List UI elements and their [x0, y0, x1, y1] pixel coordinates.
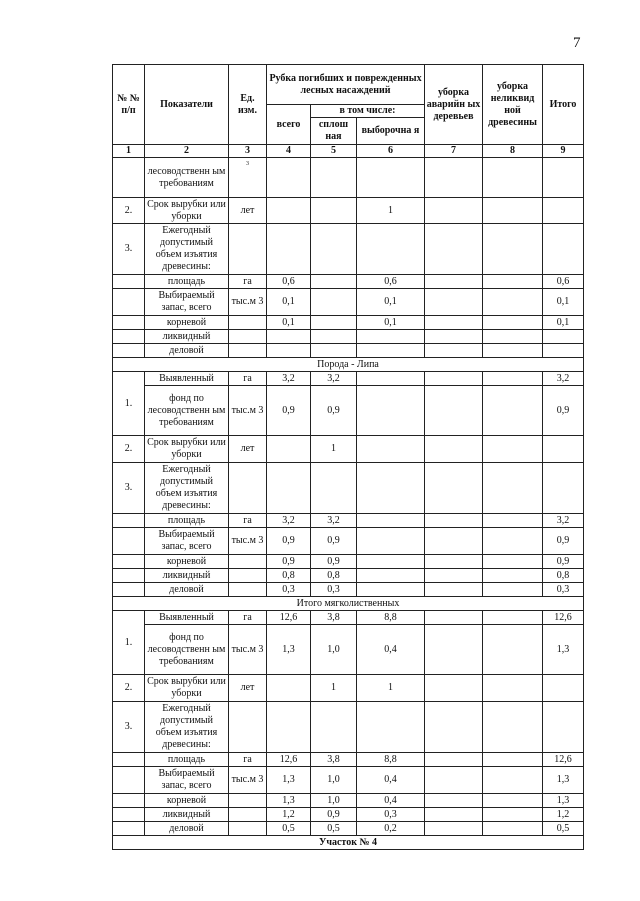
- table-cell: [483, 514, 543, 528]
- table-cell: [113, 528, 145, 555]
- table-cell: 0,1: [267, 316, 311, 330]
- table-row: [113, 198, 584, 224]
- table-cell: 0,4: [357, 625, 425, 675]
- header-including: в том числе:: [311, 105, 425, 118]
- table-cell: 0,3: [267, 583, 311, 597]
- table-cell: [113, 316, 145, 330]
- table-cell: 12,6: [543, 753, 584, 767]
- table-cell: [113, 555, 145, 569]
- header-illiquid: уборка неликвид ной древесины: [483, 65, 543, 145]
- table-cell: [113, 583, 145, 597]
- table-cell: [113, 330, 145, 344]
- table-row: [113, 528, 584, 555]
- table-row: [113, 822, 584, 836]
- table-cell: лесоводственн ым требованиям: [145, 158, 229, 198]
- table-cell: 0,8: [311, 569, 357, 583]
- table-cell: [311, 702, 357, 753]
- table-cell: 3: [229, 145, 267, 158]
- table-row: [113, 436, 584, 463]
- header-indicators: Показатели: [145, 65, 229, 145]
- table-cell: [483, 158, 543, 198]
- table-row: [113, 514, 584, 528]
- section-title-lipa: Порода - Липа: [113, 358, 584, 372]
- table-cell: 8,8: [357, 753, 425, 767]
- table-row: [113, 344, 584, 358]
- section-row: [113, 597, 584, 611]
- section-title-total: Итого мягколиственных: [113, 597, 584, 611]
- table-cell: [311, 198, 357, 224]
- table-cell: [543, 463, 584, 514]
- table-cell: [357, 344, 425, 358]
- header-unit: Ед. изм.: [229, 65, 267, 145]
- table-cell: [543, 436, 584, 463]
- table-cell: 3,2: [543, 372, 584, 386]
- table-cell: [357, 463, 425, 514]
- table-cell: [543, 675, 584, 702]
- table-cell: 1: [311, 436, 357, 463]
- table-cell: [543, 224, 584, 275]
- table-cell: 1,3: [267, 767, 311, 794]
- table-cell: 0,3: [311, 583, 357, 597]
- table-cell: [425, 289, 483, 316]
- table-row: [113, 289, 584, 316]
- table-cell: лет: [229, 675, 267, 702]
- table-cell: [425, 514, 483, 528]
- table-row: [113, 753, 584, 767]
- table-cell: 0,9: [311, 386, 357, 436]
- table-cell: деловой: [145, 344, 229, 358]
- table-cell: лет: [229, 436, 267, 463]
- table-cell: 1,3: [543, 767, 584, 794]
- column-number-row: [113, 145, 584, 158]
- table-cell: 7: [425, 145, 483, 158]
- table-row: [113, 316, 584, 330]
- table-cell: 12,6: [543, 611, 584, 625]
- table-cell: [483, 808, 543, 822]
- table-cell: 12,6: [267, 753, 311, 767]
- table-cell: 0,9: [267, 528, 311, 555]
- table-cell: [311, 330, 357, 344]
- table-row: [113, 794, 584, 808]
- table-row: [113, 275, 584, 289]
- table-cell: Ежегодный допустимый объем изъятия древесины:: [145, 702, 229, 753]
- table-cell: [425, 528, 483, 555]
- table-cell: 2.: [113, 436, 145, 463]
- section-title-next: Участок № 4: [113, 836, 584, 850]
- table-cell: Выявленный: [145, 372, 229, 386]
- table-cell: 1,0: [311, 794, 357, 808]
- table-cell: [483, 386, 543, 436]
- table-cell: [113, 794, 145, 808]
- table-cell: 0,9: [311, 808, 357, 822]
- table-cell: [425, 611, 483, 625]
- table-cell: ликвидный: [145, 808, 229, 822]
- table-cell: 5: [311, 145, 357, 158]
- table-cell: [267, 436, 311, 463]
- table-cell: [483, 316, 543, 330]
- table-cell: [425, 822, 483, 836]
- table-cell: [311, 463, 357, 514]
- table-cell: корневой: [145, 794, 229, 808]
- table-cell: [113, 767, 145, 794]
- table-cell: [229, 316, 267, 330]
- table-cell: [357, 436, 425, 463]
- table-cell: 1,3: [543, 794, 584, 808]
- table-cell: 0,6: [357, 275, 425, 289]
- table-row: [113, 463, 584, 514]
- table-cell: [357, 330, 425, 344]
- table-row: [113, 675, 584, 702]
- table-cell: [425, 344, 483, 358]
- header-num: № № п/п: [113, 65, 145, 145]
- table-cell: [229, 330, 267, 344]
- table-cell: 0,9: [543, 386, 584, 436]
- table-cell: [425, 555, 483, 569]
- table-cell: 0,6: [543, 275, 584, 289]
- table-cell: [543, 198, 584, 224]
- table-cell: площадь: [145, 514, 229, 528]
- table-cell: [267, 158, 311, 198]
- table-cell: 2.: [113, 198, 145, 224]
- table-row: [113, 611, 584, 625]
- table-cell: [267, 463, 311, 514]
- table-cell: [425, 224, 483, 275]
- table-cell: [267, 675, 311, 702]
- table-cell: 1: [357, 675, 425, 702]
- table-cell: [483, 198, 543, 224]
- table-cell: [113, 753, 145, 767]
- table-cell: [425, 198, 483, 224]
- table-cell: деловой: [145, 583, 229, 597]
- table-cell: [425, 372, 483, 386]
- table-cell: Срок вырубки или уборки: [145, 675, 229, 702]
- table-cell: [425, 386, 483, 436]
- table-cell: 0,9: [311, 555, 357, 569]
- table-cell: 3.: [113, 702, 145, 753]
- table-cell: [229, 569, 267, 583]
- table-cell: тыс.м 3: [229, 767, 267, 794]
- table-row: [113, 555, 584, 569]
- table-row: [113, 569, 584, 583]
- table-cell: площадь: [145, 275, 229, 289]
- header-clear: сплош ная: [311, 118, 357, 145]
- table-cell: 3,2: [543, 514, 584, 528]
- table-row: [113, 158, 584, 198]
- table-cell: [483, 611, 543, 625]
- table-cell: [483, 555, 543, 569]
- table-row: [113, 702, 584, 753]
- table-row: [113, 625, 584, 675]
- table-cell: [267, 224, 311, 275]
- table-cell: [483, 528, 543, 555]
- table-cell: [543, 702, 584, 753]
- table-cell: [483, 625, 543, 675]
- table-cell: [113, 569, 145, 583]
- table-cell: [113, 822, 145, 836]
- table-cell: 1,0: [311, 767, 357, 794]
- table-cell: [357, 702, 425, 753]
- header-selective: выборочна я: [357, 118, 425, 145]
- table-cell: [311, 289, 357, 316]
- table-cell: [425, 675, 483, 702]
- header-emergency: уборка аварийн ых деревьев: [425, 65, 483, 145]
- table-cell: [267, 702, 311, 753]
- table-cell: фонд по лесоводственн ым требованиям: [145, 386, 229, 436]
- table-cell: [229, 555, 267, 569]
- table-cell: [425, 463, 483, 514]
- table-cell: 1: [311, 675, 357, 702]
- table-cell: 3,2: [267, 372, 311, 386]
- table-cell: 3,8: [311, 753, 357, 767]
- table-cell: тыс.м 3: [229, 289, 267, 316]
- table-cell: 3,2: [311, 514, 357, 528]
- table-cell: ликвидный: [145, 569, 229, 583]
- page-number: 7: [573, 35, 581, 51]
- table-cell: тыс.м 3: [229, 386, 267, 436]
- table-cell: [357, 224, 425, 275]
- table-cell: [483, 330, 543, 344]
- table-cell: [543, 344, 584, 358]
- table-cell: 2.: [113, 675, 145, 702]
- table-cell: Выбираемый запас, всего: [145, 289, 229, 316]
- table-cell: 3: [229, 158, 267, 198]
- table-cell: [311, 224, 357, 275]
- table-cell: [229, 463, 267, 514]
- table-cell: [357, 583, 425, 597]
- table-row: [113, 386, 584, 436]
- table-cell: 0,8: [543, 569, 584, 583]
- table-cell: площадь: [145, 753, 229, 767]
- table-cell: ликвидный: [145, 330, 229, 344]
- table-cell: [229, 344, 267, 358]
- table-cell: [483, 344, 543, 358]
- table-cell: [483, 675, 543, 702]
- table-cell: 1.: [113, 611, 145, 675]
- table-cell: 0,3: [543, 583, 584, 597]
- table-cell: [229, 808, 267, 822]
- table-cell: [425, 275, 483, 289]
- table-cell: [229, 583, 267, 597]
- table-cell: [267, 330, 311, 344]
- table-cell: 0,1: [543, 289, 584, 316]
- table-cell: [483, 436, 543, 463]
- table-row: [113, 224, 584, 275]
- table-cell: 1,2: [267, 808, 311, 822]
- table-cell: [425, 158, 483, 198]
- table-cell: [425, 583, 483, 597]
- table-cell: [357, 514, 425, 528]
- table-row: [113, 330, 584, 344]
- table-cell: 9: [543, 145, 584, 158]
- table-cell: 1: [113, 145, 145, 158]
- table-cell: 0,9: [543, 555, 584, 569]
- table-cell: [425, 436, 483, 463]
- table-row: [113, 583, 584, 597]
- table-cell: [425, 767, 483, 794]
- table-cell: [483, 569, 543, 583]
- table-cell: [483, 794, 543, 808]
- table-cell: корневой: [145, 555, 229, 569]
- table-cell: [483, 767, 543, 794]
- table-cell: 1.: [113, 372, 145, 436]
- table-cell: [357, 555, 425, 569]
- header-sum: Итого: [543, 65, 584, 145]
- table-cell: [357, 158, 425, 198]
- table-cell: деловой: [145, 822, 229, 836]
- section-row: [113, 836, 584, 850]
- table-cell: тыс.м 3: [229, 625, 267, 675]
- table-cell: 3,8: [311, 611, 357, 625]
- table-cell: [267, 344, 311, 358]
- table-cell: 0,5: [311, 822, 357, 836]
- table-cell: [543, 158, 584, 198]
- table-cell: [311, 275, 357, 289]
- table-cell: [483, 372, 543, 386]
- header-total: всего: [267, 105, 311, 145]
- table-cell: 0,1: [543, 316, 584, 330]
- table-cell: [425, 794, 483, 808]
- table-cell: [113, 158, 145, 198]
- table-cell: га: [229, 611, 267, 625]
- table-cell: [357, 386, 425, 436]
- table-cell: тыс.м 3: [229, 528, 267, 555]
- table-cell: Ежегодный допустимый объем изъятия древесины:: [145, 463, 229, 514]
- table-cell: [483, 463, 543, 514]
- table-cell: 3,2: [311, 372, 357, 386]
- table-row: [113, 372, 584, 386]
- table-cell: [311, 158, 357, 198]
- table-cell: 1,3: [267, 794, 311, 808]
- table-cell: 0,8: [267, 569, 311, 583]
- table-cell: Выбираемый запас, всего: [145, 767, 229, 794]
- table-cell: [113, 275, 145, 289]
- table-cell: [229, 702, 267, 753]
- table-cell: 0,1: [357, 289, 425, 316]
- table-cell: 0,9: [543, 528, 584, 555]
- table-cell: [483, 822, 543, 836]
- table-cell: 0,1: [357, 316, 425, 330]
- table-cell: 0,6: [267, 275, 311, 289]
- table-cell: га: [229, 275, 267, 289]
- table-cell: 3,2: [267, 514, 311, 528]
- table-cell: 6: [357, 145, 425, 158]
- table-cell: 0,9: [267, 386, 311, 436]
- table-cell: 0,3: [357, 808, 425, 822]
- table-cell: [311, 316, 357, 330]
- table-cell: корневой: [145, 316, 229, 330]
- table-cell: Ежегодный допустимый объем изъятия древесины:: [145, 224, 229, 275]
- table-cell: Срок вырубки или уборки: [145, 198, 229, 224]
- table-cell: [113, 514, 145, 528]
- table-row: [113, 767, 584, 794]
- table-cell: лет: [229, 198, 267, 224]
- table-cell: 0,9: [267, 555, 311, 569]
- table-cell: га: [229, 753, 267, 767]
- table-cell: [483, 583, 543, 597]
- table-cell: Выявленный: [145, 611, 229, 625]
- table-cell: [113, 289, 145, 316]
- table-cell: [229, 794, 267, 808]
- table-cell: [357, 569, 425, 583]
- table-cell: [425, 569, 483, 583]
- table-cell: 2: [145, 145, 229, 158]
- table-cell: 0,2: [357, 822, 425, 836]
- table-cell: 0,5: [543, 822, 584, 836]
- header-group-title: Рубка погибших и поврежденных лесных насаждений: [267, 65, 425, 105]
- table-cell: [425, 808, 483, 822]
- table-cell: [229, 822, 267, 836]
- table-cell: 0,9: [311, 528, 357, 555]
- forest-cutting-table: [112, 64, 584, 850]
- table-cell: 1,3: [543, 625, 584, 675]
- table-cell: [357, 372, 425, 386]
- table-cell: фонд по лесоводственн ым требованиям: [145, 625, 229, 675]
- table-cell: [425, 316, 483, 330]
- table-cell: 3.: [113, 224, 145, 275]
- table-cell: [483, 753, 543, 767]
- table-cell: [425, 330, 483, 344]
- table-cell: [113, 344, 145, 358]
- table-cell: [425, 702, 483, 753]
- table-cell: [483, 224, 543, 275]
- table-cell: [425, 753, 483, 767]
- table-cell: 3.: [113, 463, 145, 514]
- table-cell: [267, 198, 311, 224]
- table-row: [113, 808, 584, 822]
- table-cell: 1: [357, 198, 425, 224]
- section-row: [113, 358, 584, 372]
- table-cell: [543, 330, 584, 344]
- table-cell: 8,8: [357, 611, 425, 625]
- table-cell: 4: [267, 145, 311, 158]
- table-cell: [113, 808, 145, 822]
- table-cell: га: [229, 514, 267, 528]
- table-cell: [229, 224, 267, 275]
- table-cell: 12,6: [267, 611, 311, 625]
- table-cell: [483, 702, 543, 753]
- table-cell: [483, 289, 543, 316]
- table-cell: 0,5: [267, 822, 311, 836]
- table-cell: Срок вырубки или уборки: [145, 436, 229, 463]
- table-cell: 0,1: [267, 289, 311, 316]
- table-cell: 0,4: [357, 794, 425, 808]
- table-cell: [483, 275, 543, 289]
- table-cell: га: [229, 372, 267, 386]
- table-cell: Выбираемый запас, всего: [145, 528, 229, 555]
- table-cell: 1,2: [543, 808, 584, 822]
- table-cell: 8: [483, 145, 543, 158]
- table-cell: 1,3: [267, 625, 311, 675]
- table-cell: [357, 528, 425, 555]
- table-cell: [425, 625, 483, 675]
- table-cell: 0,4: [357, 767, 425, 794]
- table-cell: 1,0: [311, 625, 357, 675]
- table-cell: [311, 344, 357, 358]
